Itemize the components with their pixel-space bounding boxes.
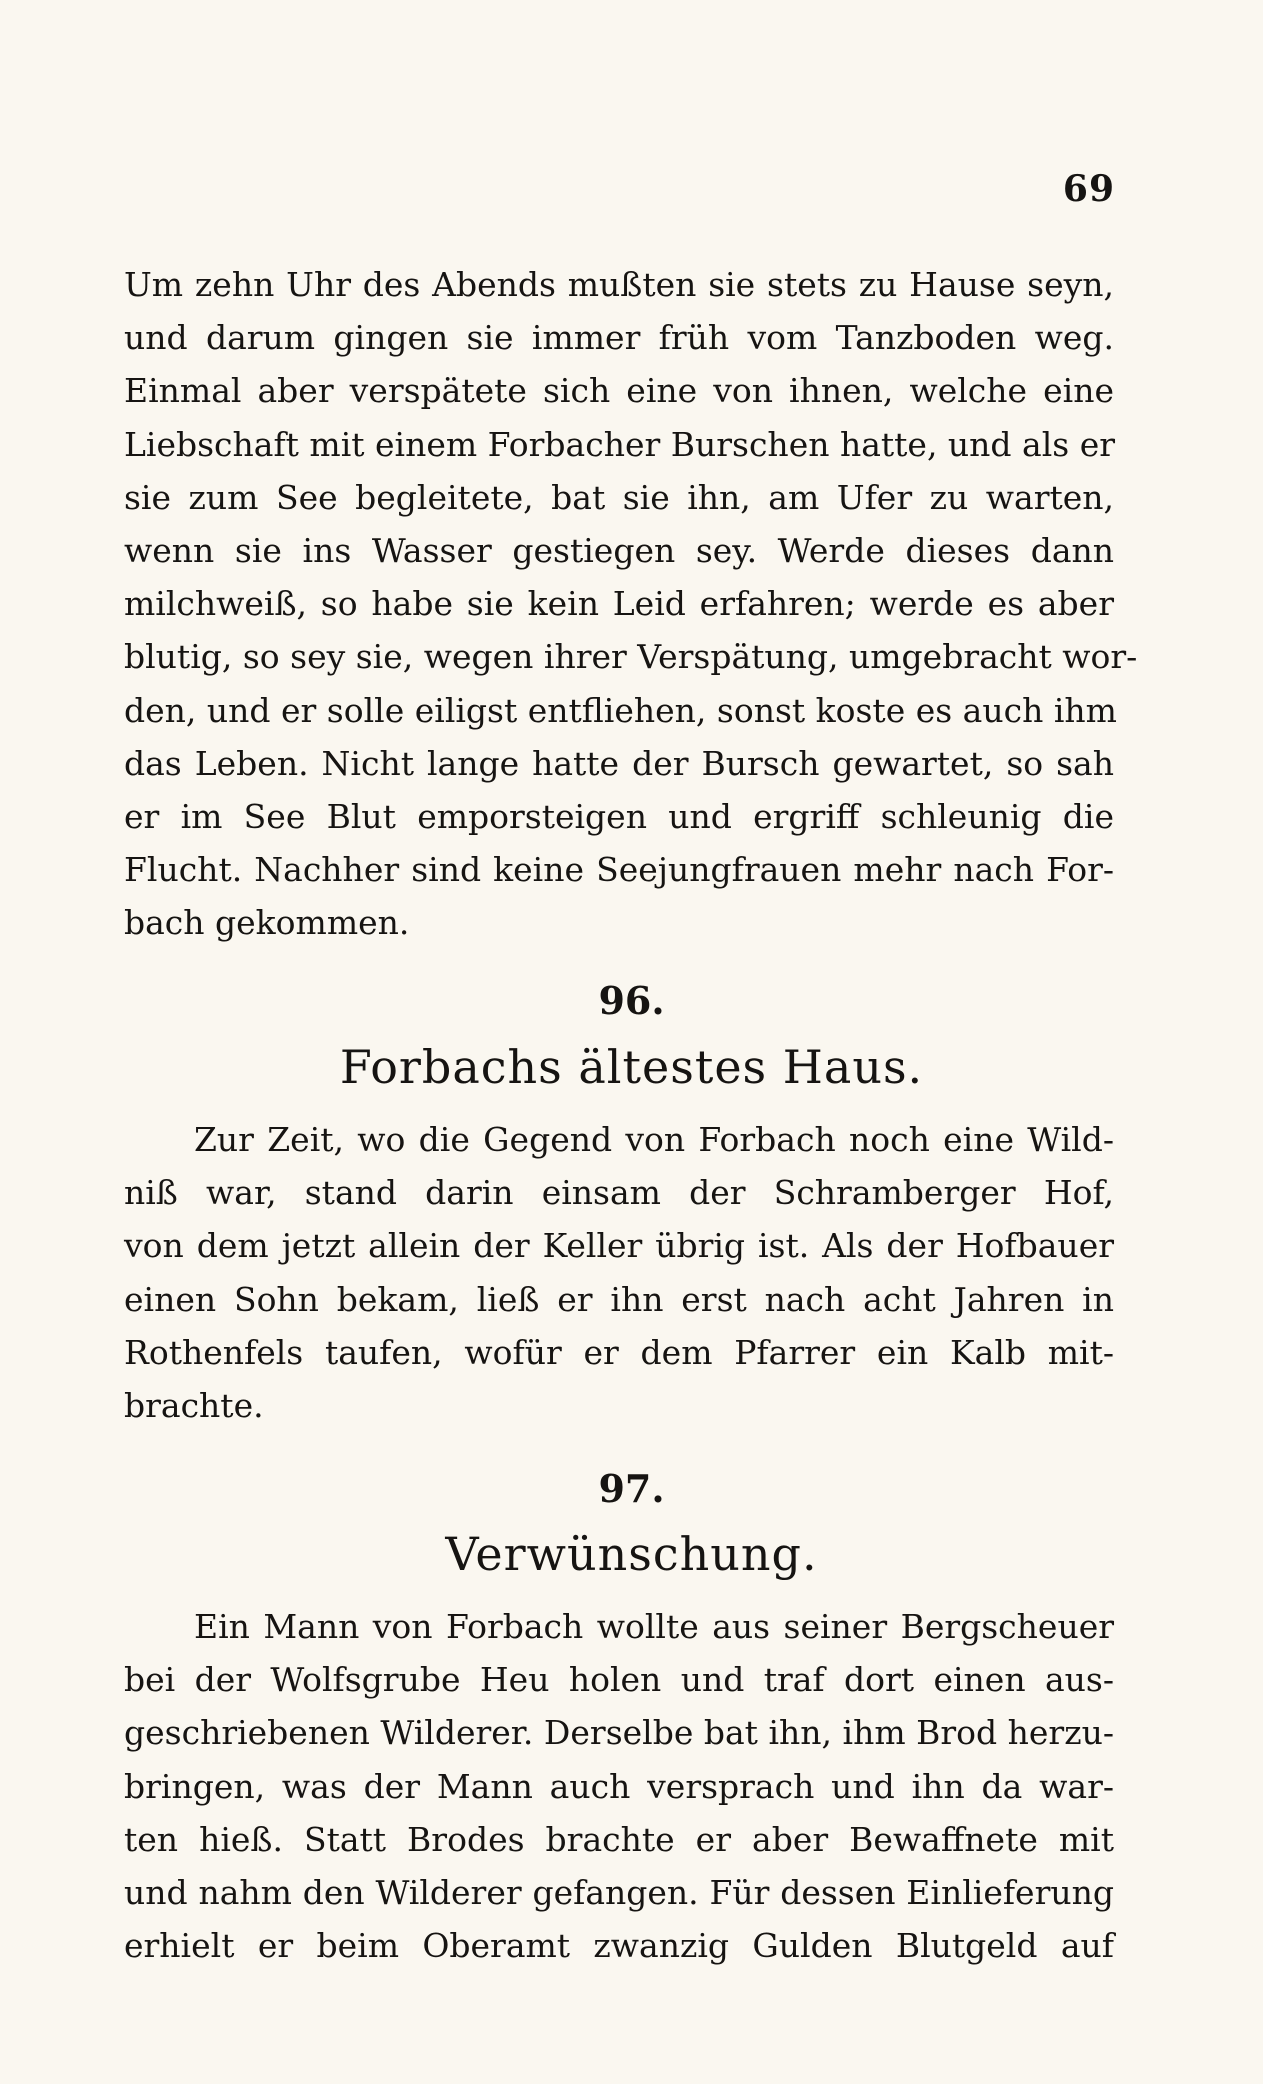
section-96-paragraph bbox=[124, 1113, 1114, 1432]
intro-paragraph bbox=[124, 258, 1138, 949]
text-line: Rothenfels taufen, wofür er dem Pfarrer ein Kalb mit- bbox=[124, 1332, 1114, 1372]
section-97-paragraph bbox=[124, 1600, 1114, 1972]
text-line: Zur Zeit, wo die Gegend von Forbach noch eine Wild- bbox=[194, 1120, 1114, 1159]
section-number-96: 96. bbox=[598, 978, 665, 1023]
text-line: geschriebenen Wilderer. Derselbe bat ihn, ihm Brod herzu- bbox=[124, 1713, 1114, 1753]
text-line: Einmal aber verspätete sich eine von ihnen, welche eine bbox=[124, 371, 1114, 411]
text-line: blutig, so sey sie, wegen ihrer Verspätung, umgebracht wor- bbox=[124, 637, 1138, 677]
text-line: niß war, stand darin einsam der Schramberger Hof, bbox=[124, 1173, 1114, 1213]
section-number-97: 97. bbox=[598, 1466, 665, 1511]
text-line: einen Sohn bekam, ließ er ihn erst nach acht Jahren in bbox=[124, 1279, 1114, 1319]
text-line: ten hieß. Statt Brodes brachte er aber Bewaffnete mit bbox=[124, 1819, 1114, 1859]
text-line: wenn sie ins Wasser gestiegen sey. Werde dieses dann bbox=[124, 530, 1114, 570]
section-title-97: Verwünschung. bbox=[445, 1527, 818, 1581]
text-line: Um zehn Uhr des Abends mußten sie stets zu Hause seyn, bbox=[124, 265, 1114, 304]
text-line: und darum gingen sie immer früh vom Tanzboden weg. bbox=[124, 318, 1114, 358]
text-line: brachte. bbox=[124, 1385, 264, 1425]
text-line: Liebschaft mit einem Forbacher Burschen hatte, und als er bbox=[124, 424, 1115, 464]
text-line: Ein Mann von Forbach wollte aus seiner Bergscheuer bbox=[194, 1607, 1114, 1646]
text-line: erhielt er beim Oberamt zwanzig Gulden Blutgeld auf bbox=[124, 1926, 1114, 1966]
page-number: 69 bbox=[1062, 168, 1115, 210]
text-line: von dem jetzt allein der Keller übrig ist. Als der Hofbauer bbox=[124, 1226, 1114, 1266]
text-line: sie zum See begleitete, bat sie ihn, am Ufer zu warten, bbox=[124, 477, 1114, 517]
text-line: den, und er solle eiligst entfliehen, sonst koste es auch ihm bbox=[124, 690, 1117, 730]
text-line: milchweiß, so habe sie kein Leid erfahren; werde es aber bbox=[124, 584, 1114, 624]
text-line: bach gekommen. bbox=[124, 903, 410, 943]
text-line: er im See Blut emporsteigen und ergriff schleunig die bbox=[124, 796, 1114, 836]
text-line: Flucht. Nachher sind keine Seejungfrauen mehr nach For- bbox=[124, 850, 1114, 890]
text-line: und nahm den Wilderer gefangen. Für dessen Einlieferung bbox=[124, 1872, 1114, 1912]
text-line: das Leben. Nicht lange hatte der Bursch gewartet, so sah bbox=[124, 743, 1114, 783]
text-line: bringen, was der Mann auch versprach und ihn da war- bbox=[124, 1766, 1114, 1806]
text-line: bei der Wolfsgrube Heu holen und traf dort einen aus- bbox=[124, 1660, 1114, 1700]
section-title-96: Forbachs ältestes Haus. bbox=[339, 1040, 924, 1094]
